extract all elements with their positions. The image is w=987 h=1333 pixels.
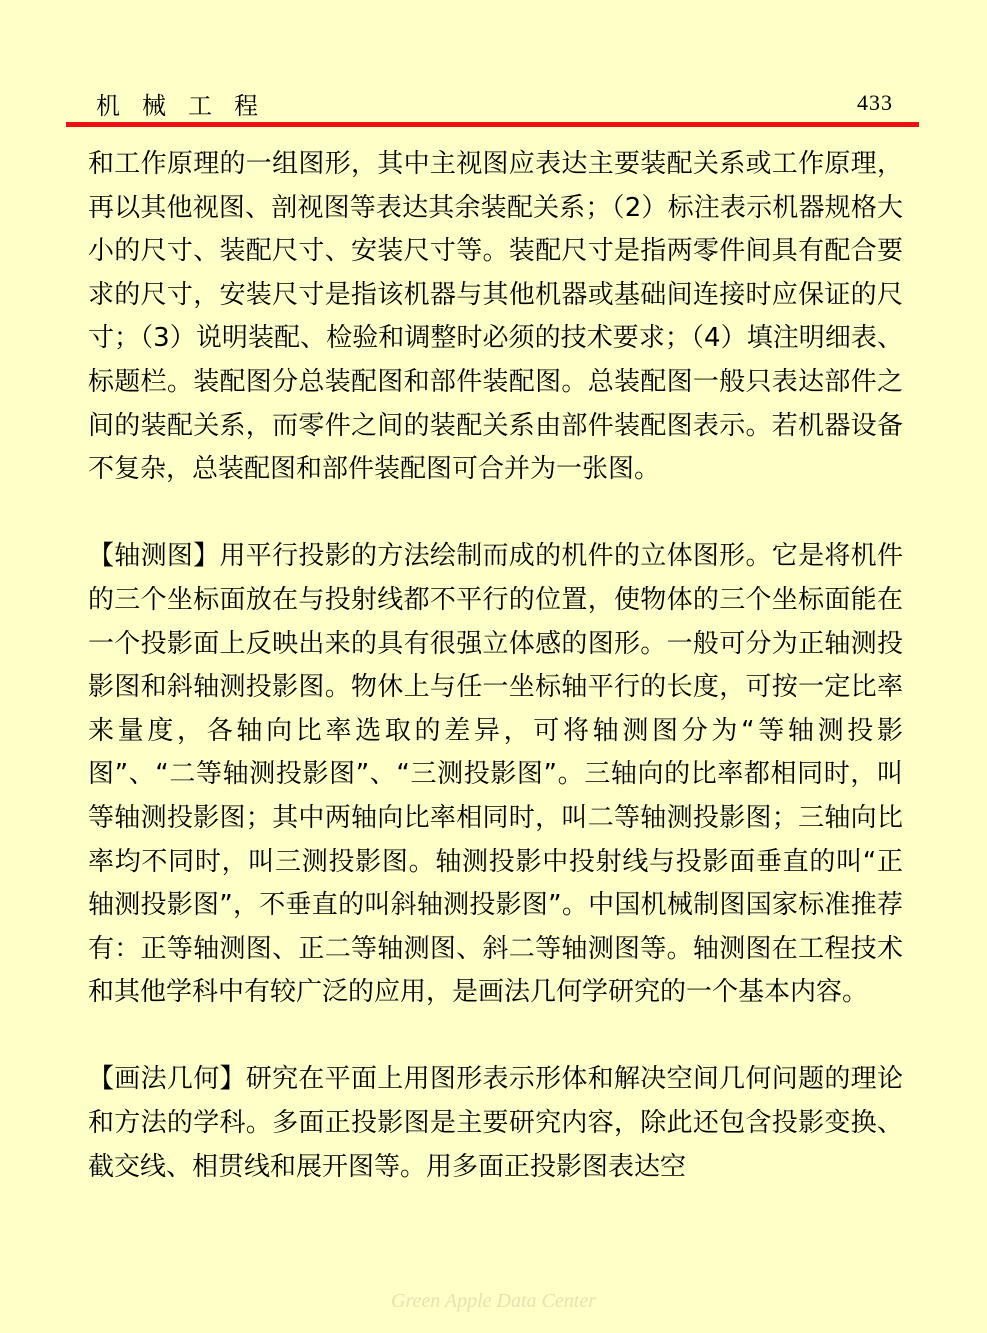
paragraph-text: 研究在平面上用图形表示形体和解决空间几何问题的理论和方法的学科。多面正投影图是主要研究内容，除此还包含投影变换、截交线、相贯线和展开图等。用多面正投影图表达空 [88, 1064, 903, 1182]
paragraph-axonometric-drawing [88, 535, 903, 1015]
paragraph-assembly-drawing [88, 143, 903, 492]
header-rule [66, 122, 919, 127]
paragraph-text: 用平行投影的方法绘制而成的机件的立体图形。它是将机件的三个坐标面放在与投射线都不平行的位置，使物体的三个坐标面能在一个投影面上反映出来的具有很强立体感的图形。一般可分为正轴测投影图和斜轴测投影图。物休上与任一坐标轴平行的长度，可按一定比率来量度，各轴向比率选取的差异，可将轴测图分为“等轴测投影图”、“二等轴测投影图”、“三测投影图”。三轴向的比率都相同时，叫等轴测投影图；其中两轴向比率相同时，叫二等轴测投影图；三轴向比率均不同时，叫三测投影图。轴测投影中投射线与投影面垂直的叫“正轴测投影图”，不垂直的叫斜轴测投影图”。中国机械制图国家标准推荐有：正等轴测图、正二等轴测图、斜二等轴测图等。轴测图在工程技术和其他学科中有较广泛的应用，是画法几何学研究的一个基本内容。 [88, 541, 903, 1008]
page-number: 433 [857, 90, 893, 115]
watermark: Green Apple Data Center [391, 1290, 596, 1312]
body-text [88, 143, 903, 1189]
paragraph-term: 【轴测图】 [88, 541, 220, 572]
paragraph-term: 【画法几何】 [88, 1064, 246, 1095]
paragraph-text: 和工作原理的一组图形，其中主视图应表达主要装配关系或工作原理，再以其他视图、剖视图等表达其余装配关系；（2）标注表示机器规格大小的尺寸、装配尺寸、安装尺寸等。装配尺寸是指两零件间具有配合要求的尺寸，安装尺寸是指该机器与其他机器或基础间连接时应保证的尺寸；（3）说明装配、检验和调整时必须的技术要求；（4）填注明细表、标题栏。装配图分总装配图和部件装配图。总装配图一般只表达部件之间的装配关系，而零件之间的装配关系由部件装配图表示。若机器设备不复杂，总装配图和部件装配图可合并为一张图。 [88, 149, 903, 485]
running-header [66, 80, 919, 124]
paragraph-descriptive-geometry [88, 1058, 903, 1189]
header-title: 机械工程 [96, 92, 280, 120]
